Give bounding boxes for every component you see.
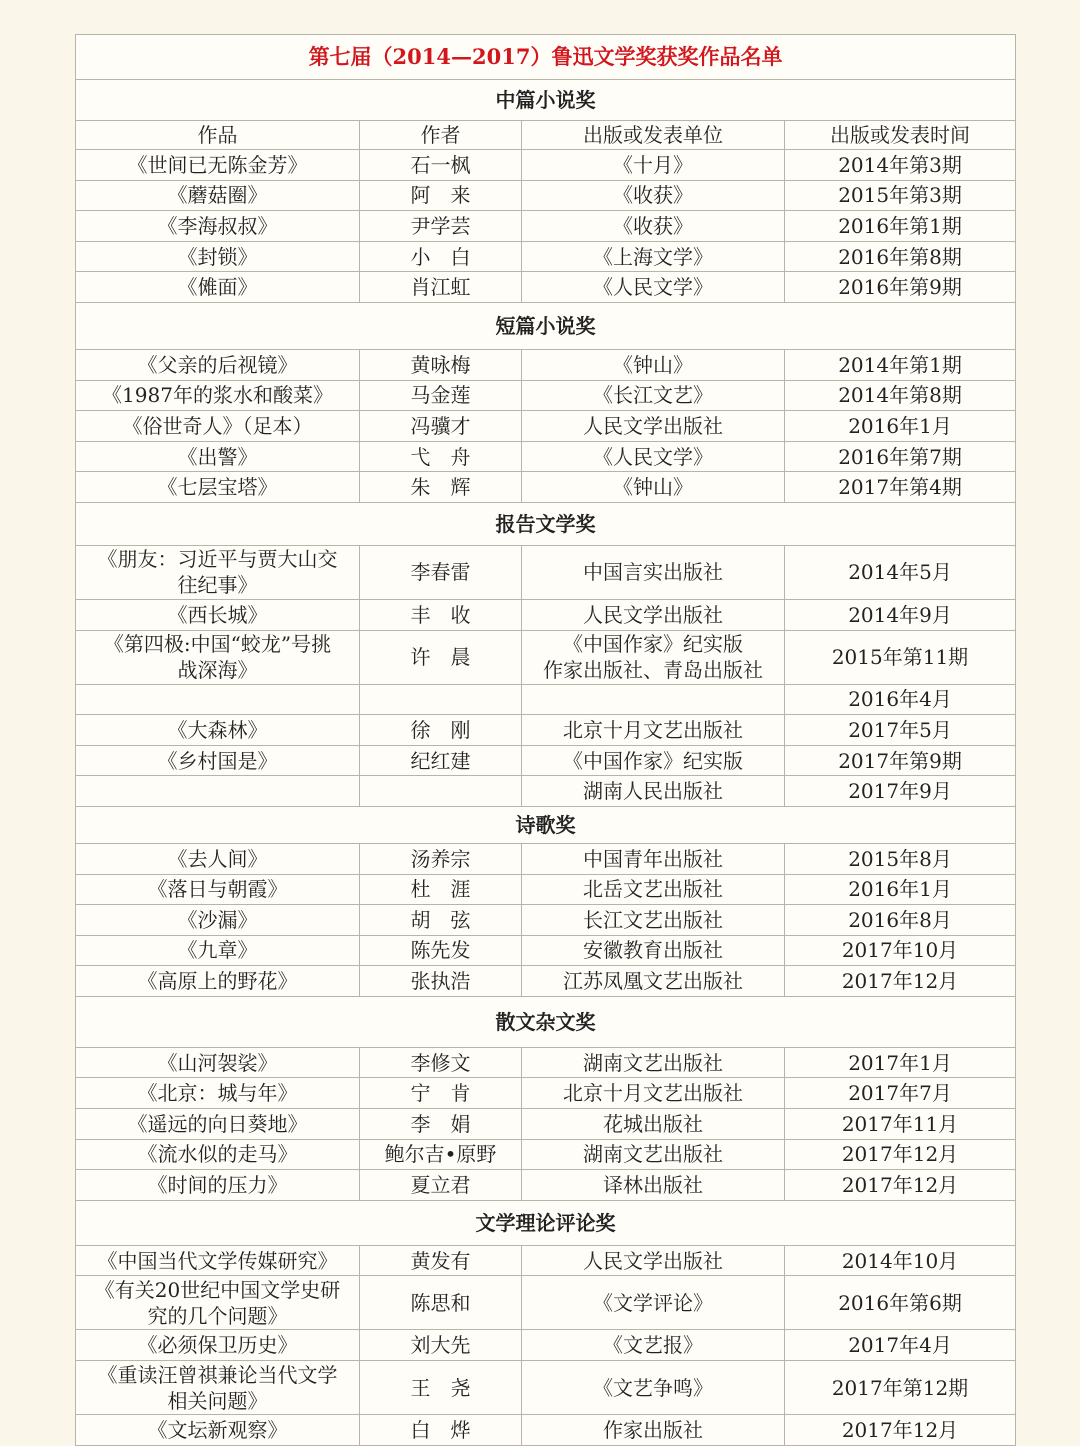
- table-row: [76, 843, 1016, 874]
- work-cell: 《山河袈裟》: [76, 1047, 360, 1078]
- date-cell: 2014年9月: [785, 599, 1016, 630]
- publisher-cell: 《钟山》: [522, 349, 785, 380]
- publisher-cell: 《十月》: [522, 150, 785, 181]
- publisher-cell: 《文学评论》: [522, 1276, 785, 1330]
- publisher-cell: 北岳文艺出版社: [522, 874, 785, 905]
- author-cell: 张执浩: [360, 966, 522, 997]
- publisher-cell: 江苏凤凰文艺出版社: [522, 966, 785, 997]
- publisher-cell: 《上海文学》: [522, 241, 785, 272]
- date-cell: 2016年8月: [785, 905, 1016, 936]
- author-cell: 弋 舟: [360, 441, 522, 472]
- publisher-cell: 作家出版社: [522, 1415, 785, 1446]
- work-cell: 《有关20世纪中国文学史研 究的几个问题》: [76, 1276, 360, 1330]
- author-cell: 肖江虹: [360, 272, 522, 303]
- date-cell: 2016年第9期: [785, 272, 1016, 303]
- date-cell: 2016年4月: [785, 684, 1016, 715]
- author-cell: 纪红建: [360, 745, 522, 776]
- table-row: [76, 776, 1016, 807]
- table-row: [76, 905, 1016, 936]
- table-row: [76, 630, 1016, 684]
- author-cell: [360, 776, 522, 807]
- table-row: [76, 1330, 1016, 1361]
- publisher-cell: 湖南文艺出版社: [522, 1047, 785, 1078]
- date-cell: 2014年第3期: [785, 150, 1016, 181]
- publisher-cell: 《文艺报》: [522, 1330, 785, 1361]
- table-row: [76, 349, 1016, 380]
- table-row: [76, 150, 1016, 181]
- table-row: [76, 1245, 1016, 1276]
- work-cell: 《1987年的浆水和酸菜》: [76, 380, 360, 411]
- publisher-cell: 北京十月文艺出版社: [522, 1078, 785, 1109]
- work-cell: 《乡村国是》: [76, 745, 360, 776]
- author-cell: 黄咏梅: [360, 349, 522, 380]
- table-row: [76, 874, 1016, 905]
- date-cell: 2016年1月: [785, 874, 1016, 905]
- work-cell: 《父亲的后视镜》: [76, 349, 360, 380]
- author-cell: 黄发有: [360, 1245, 522, 1276]
- date-cell: 2017年10月: [785, 935, 1016, 966]
- date-cell: 2014年10月: [785, 1245, 1016, 1276]
- table-row: [76, 211, 1016, 242]
- publisher-cell: 中国言实出版社: [522, 545, 785, 599]
- date-cell: 2016年第1期: [785, 211, 1016, 242]
- work-cell: 《时间的压力》: [76, 1170, 360, 1201]
- date-cell: 2016年第8期: [785, 241, 1016, 272]
- section-title: 短篇小说奖: [76, 302, 1016, 349]
- table-row: [76, 1170, 1016, 1201]
- table-row: [76, 1415, 1016, 1446]
- column-header: 出版或发表时间: [785, 121, 1016, 150]
- date-cell: 2017年9月: [785, 776, 1016, 807]
- work-cell: [76, 776, 360, 807]
- date-cell: 2017年第4期: [785, 472, 1016, 503]
- date-cell: 2017年5月: [785, 715, 1016, 746]
- publisher-cell: 北京十月文艺出版社: [522, 715, 785, 746]
- work-cell: 《重读汪曾祺兼论当代文学 相关问题》: [76, 1361, 360, 1415]
- author-cell: 尹学芸: [360, 211, 522, 242]
- table-row: [76, 684, 1016, 715]
- table-row: [76, 272, 1016, 303]
- author-cell: 李修文: [360, 1047, 522, 1078]
- publisher-cell: 人民文学出版社: [522, 599, 785, 630]
- author-cell: 刘大先: [360, 1330, 522, 1361]
- table-row: [76, 545, 1016, 599]
- section-row: [76, 1200, 1016, 1245]
- publisher-cell: 《长江文艺》: [522, 380, 785, 411]
- award-table-body: [76, 35, 1016, 1446]
- header-row: [76, 121, 1016, 150]
- date-cell: 2015年第3期: [785, 180, 1016, 211]
- author-cell: 李春雷: [360, 545, 522, 599]
- work-cell: 《李海叔叔》: [76, 211, 360, 242]
- table-row: [76, 1276, 1016, 1330]
- work-cell: 《沙漏》: [76, 905, 360, 936]
- publisher-cell: 《中国作家》纪实版 作家出版社、青岛出版社: [522, 630, 785, 684]
- publisher-cell: 《收获》: [522, 211, 785, 242]
- publisher-cell: 中国青年出版社: [522, 843, 785, 874]
- table-row: [76, 472, 1016, 503]
- publisher-cell: 译林出版社: [522, 1170, 785, 1201]
- date-cell: 2017年第9期: [785, 745, 1016, 776]
- author-cell: 胡 弦: [360, 905, 522, 936]
- date-cell: 2014年5月: [785, 545, 1016, 599]
- author-cell: 石一枫: [360, 150, 522, 181]
- date-cell: 2016年第6期: [785, 1276, 1016, 1330]
- date-cell: 2016年1月: [785, 411, 1016, 442]
- table-row: [76, 441, 1016, 472]
- author-cell: 杜 涯: [360, 874, 522, 905]
- table-row: [76, 1361, 1016, 1415]
- work-cell: 《流水似的走马》: [76, 1139, 360, 1170]
- author-cell: 徐 刚: [360, 715, 522, 746]
- publisher-cell: 《中国作家》纪实版: [522, 745, 785, 776]
- date-cell: 2017年第12期: [785, 1361, 1016, 1415]
- section-row: [76, 502, 1016, 545]
- work-cell: 《去人间》: [76, 843, 360, 874]
- publisher-cell: 花城出版社: [522, 1109, 785, 1140]
- publisher-cell: 《人民文学》: [522, 441, 785, 472]
- award-table: [75, 34, 1016, 1446]
- author-cell: 冯骥才: [360, 411, 522, 442]
- date-cell: 2017年12月: [785, 966, 1016, 997]
- table-row: [76, 935, 1016, 966]
- work-cell: 《落日与朝霞》: [76, 874, 360, 905]
- work-cell: 《九章》: [76, 935, 360, 966]
- table-row: [76, 241, 1016, 272]
- publisher-cell: 《人民文学》: [522, 272, 785, 303]
- column-header: 出版或发表单位: [522, 121, 785, 150]
- date-cell: 2017年4月: [785, 1330, 1016, 1361]
- table-row: [76, 380, 1016, 411]
- work-cell: 《傩面》: [76, 272, 360, 303]
- table-row: [76, 599, 1016, 630]
- table-row: [76, 966, 1016, 997]
- date-cell: 2017年12月: [785, 1139, 1016, 1170]
- work-cell: 《必须保卫历史》: [76, 1330, 360, 1361]
- author-cell: 鲍尔吉•原野: [360, 1139, 522, 1170]
- author-cell: 阿 来: [360, 180, 522, 211]
- work-cell: [76, 684, 360, 715]
- date-cell: 2017年1月: [785, 1047, 1016, 1078]
- table-row: [76, 411, 1016, 442]
- section-title: 散文杂文奖: [76, 996, 1016, 1047]
- publisher-cell: 《收获》: [522, 180, 785, 211]
- date-cell: 2017年12月: [785, 1415, 1016, 1446]
- table-row: [76, 1078, 1016, 1109]
- date-cell: 2015年8月: [785, 843, 1016, 874]
- work-cell: 《封锁》: [76, 241, 360, 272]
- work-cell: 《俗世奇人》（足本）: [76, 411, 360, 442]
- title-row: [76, 35, 1016, 80]
- author-cell: 宁 肯: [360, 1078, 522, 1109]
- work-cell: 《中国当代文学传媒研究》: [76, 1245, 360, 1276]
- author-cell: 丰 收: [360, 599, 522, 630]
- work-cell: 《蘑菇圈》: [76, 180, 360, 211]
- author-cell: 许 晨: [360, 630, 522, 684]
- section-row: [76, 80, 1016, 121]
- work-cell: 《文坛新观察》: [76, 1415, 360, 1446]
- publisher-cell: 湖南人民出版社: [522, 776, 785, 807]
- date-cell: 2014年第8期: [785, 380, 1016, 411]
- section-title: 文学理论评论奖: [76, 1200, 1016, 1245]
- publisher-cell: [522, 684, 785, 715]
- section-row: [76, 806, 1016, 843]
- date-cell: 2015年第11期: [785, 630, 1016, 684]
- publisher-cell: 长江文艺出版社: [522, 905, 785, 936]
- table-row: [76, 715, 1016, 746]
- work-cell: 《高原上的野花》: [76, 966, 360, 997]
- author-cell: 陈思和: [360, 1276, 522, 1330]
- work-cell: 《北京：城与年》: [76, 1078, 360, 1109]
- page-title: 第七届（2014—2017）鲁迅文学奖获奖作品名单: [76, 35, 1016, 80]
- work-cell: 《大森林》: [76, 715, 360, 746]
- author-cell: 夏立君: [360, 1170, 522, 1201]
- work-cell: 《世间已无陈金芳》: [76, 150, 360, 181]
- date-cell: 2016年第7期: [785, 441, 1016, 472]
- table-row: [76, 1139, 1016, 1170]
- date-cell: 2014年第1期: [785, 349, 1016, 380]
- section-row: [76, 302, 1016, 349]
- author-cell: [360, 684, 522, 715]
- author-cell: 小 白: [360, 241, 522, 272]
- work-cell: 《第四极:中国“蛟龙”号挑 战深海》: [76, 630, 360, 684]
- section-title: 报告文学奖: [76, 502, 1016, 545]
- date-cell: 2017年7月: [785, 1078, 1016, 1109]
- column-header: 作品: [76, 121, 360, 150]
- date-cell: 2017年12月: [785, 1170, 1016, 1201]
- publisher-cell: 《文艺争鸣》: [522, 1361, 785, 1415]
- publisher-cell: 湖南文艺出版社: [522, 1139, 785, 1170]
- publisher-cell: 人民文学出版社: [522, 411, 785, 442]
- work-cell: 《西长城》: [76, 599, 360, 630]
- section-row: [76, 996, 1016, 1047]
- publisher-cell: 安徽教育出版社: [522, 935, 785, 966]
- author-cell: 王 尧: [360, 1361, 522, 1415]
- table-row: [76, 745, 1016, 776]
- column-header: 作者: [360, 121, 522, 150]
- work-cell: 《朋友：习近平与贾大山交 往纪事》: [76, 545, 360, 599]
- author-cell: 陈先发: [360, 935, 522, 966]
- work-cell: 《七层宝塔》: [76, 472, 360, 503]
- author-cell: 汤养宗: [360, 843, 522, 874]
- publisher-cell: 《钟山》: [522, 472, 785, 503]
- date-cell: 2017年11月: [785, 1109, 1016, 1140]
- section-title: 中篇小说奖: [76, 80, 1016, 121]
- author-cell: 朱 辉: [360, 472, 522, 503]
- publisher-cell: 人民文学出版社: [522, 1245, 785, 1276]
- author-cell: 白 烨: [360, 1415, 522, 1446]
- author-cell: 马金莲: [360, 380, 522, 411]
- table-row: [76, 180, 1016, 211]
- work-cell: 《遥远的向日葵地》: [76, 1109, 360, 1140]
- section-title: 诗歌奖: [76, 806, 1016, 843]
- author-cell: 李 娟: [360, 1109, 522, 1140]
- work-cell: 《出警》: [76, 441, 360, 472]
- table-row: [76, 1047, 1016, 1078]
- table-row: [76, 1109, 1016, 1140]
